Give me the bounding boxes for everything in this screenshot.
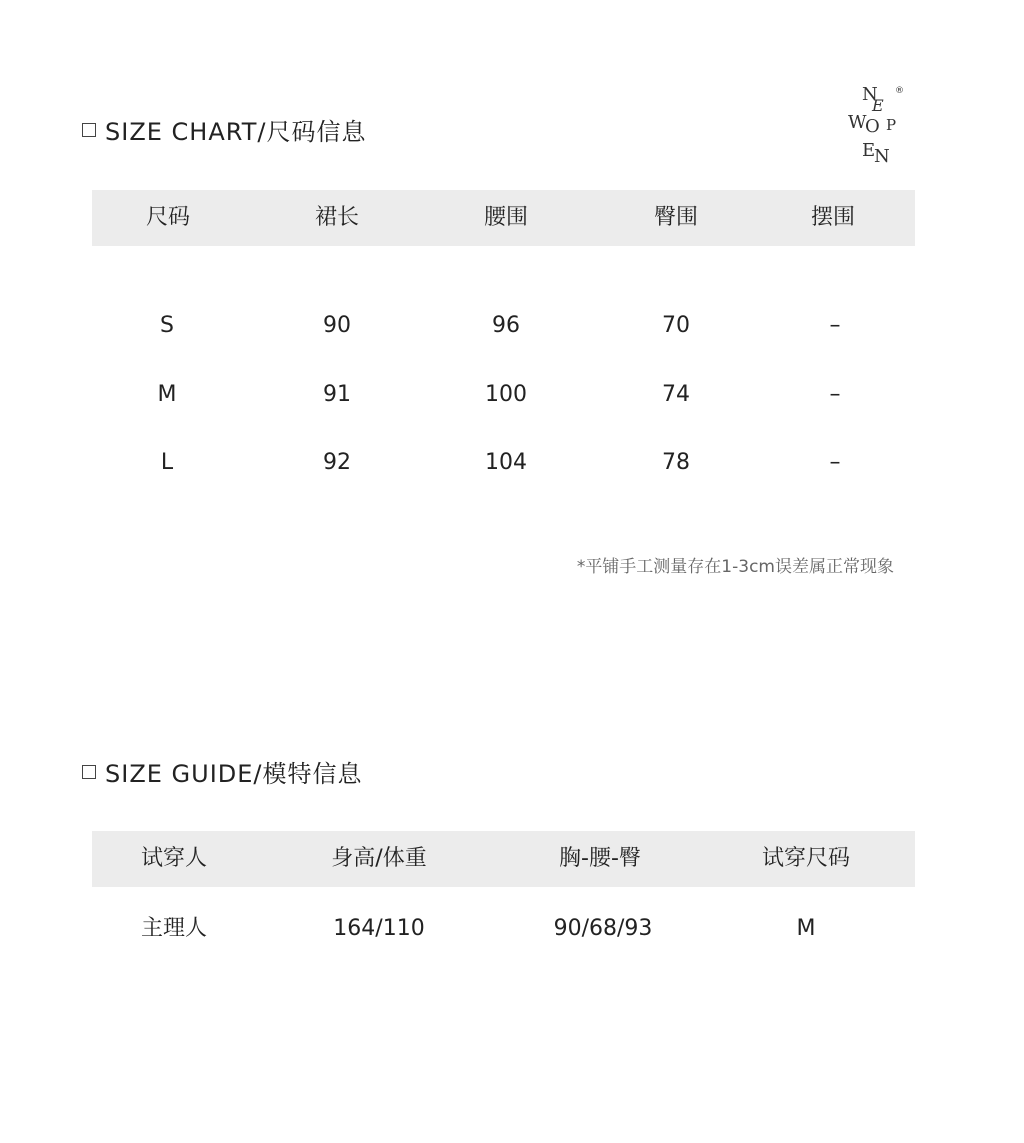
table-cell: 90 bbox=[323, 313, 351, 338]
header-waist: 腰围 bbox=[483, 205, 529, 230]
header-skirt-length: 裙长 bbox=[314, 205, 360, 230]
table-cell: 104 bbox=[485, 450, 527, 475]
table-cell: M bbox=[157, 382, 177, 407]
table-cell: 78 bbox=[662, 450, 690, 475]
size-guide-title: SIZE GUIDE/模特信息 bbox=[105, 760, 363, 788]
brand-logo: N E W O P E N ® bbox=[848, 84, 904, 167]
table-cell: 164/110 bbox=[333, 916, 425, 941]
table-cell: – bbox=[829, 450, 841, 475]
header-fit-size: 试穿尺码 bbox=[761, 846, 851, 871]
table-cell: 主理人 bbox=[140, 916, 208, 941]
header-wearer: 试穿人 bbox=[140, 846, 208, 871]
checkbox-square-icon bbox=[82, 765, 96, 779]
table-cell: 70 bbox=[662, 313, 690, 338]
table-cell: M bbox=[796, 916, 816, 941]
size-chart-title-row bbox=[82, 112, 366, 147]
table-cell: 100 bbox=[485, 382, 527, 407]
table-cell: 92 bbox=[323, 450, 351, 475]
header-height-weight: 身高/体重 bbox=[331, 846, 427, 871]
table-cell: 90/68/93 bbox=[553, 916, 653, 941]
header-size: 尺码 bbox=[145, 205, 191, 230]
size-chart-header bbox=[92, 190, 915, 246]
size-guide-header bbox=[92, 831, 915, 887]
size-chart-title: SIZE CHART/尺码信息 bbox=[105, 118, 367, 146]
table-cell: 96 bbox=[492, 313, 520, 338]
table-cell: L bbox=[160, 450, 174, 475]
table-cell: 91 bbox=[323, 382, 351, 407]
table-cell: – bbox=[829, 313, 841, 338]
table-cell: – bbox=[829, 382, 841, 407]
size-guide-title-row bbox=[82, 754, 363, 789]
header-measurements: 胸-腰-臀 bbox=[559, 846, 641, 871]
checkbox-square-icon bbox=[82, 123, 96, 137]
header-hip: 臀围 bbox=[653, 205, 699, 230]
table-cell: 74 bbox=[662, 382, 690, 407]
header-hem: 摆围 bbox=[810, 205, 856, 230]
table-cell: S bbox=[160, 313, 174, 338]
measurement-note: *平铺手工测量存在1-3cm误差属正常现象 bbox=[576, 557, 894, 577]
